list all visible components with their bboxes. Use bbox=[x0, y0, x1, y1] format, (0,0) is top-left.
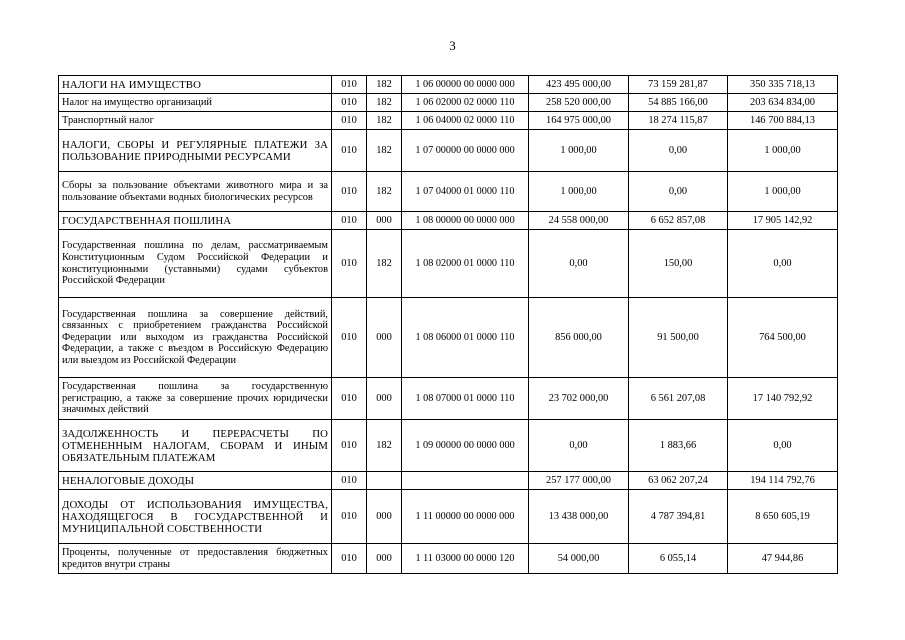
row-name: Налог на имущество организаций bbox=[59, 94, 332, 112]
row-name: ГОСУДАРСТВЕННАЯ ПОШЛИНА bbox=[59, 212, 332, 230]
row-plan-amount: 1 000,00 bbox=[529, 130, 629, 172]
row-classifier-code: 1 08 07000 01 0000 110 bbox=[402, 378, 529, 420]
row-classifier-code bbox=[402, 472, 529, 490]
row-rest-amount: 194 114 792,76 bbox=[728, 472, 838, 490]
page-number: 3 bbox=[449, 38, 456, 53]
row-rest-amount: 0,00 bbox=[728, 420, 838, 472]
table-row bbox=[59, 76, 838, 94]
row-name: НАЛОГИ НА ИМУЩЕСТВО bbox=[59, 76, 332, 94]
table-row bbox=[59, 230, 838, 298]
row-code-2: 182 bbox=[367, 130, 402, 172]
row-code-1: 010 bbox=[332, 212, 367, 230]
row-classifier-code: 1 07 04000 01 0000 110 bbox=[402, 172, 529, 212]
row-rest-amount: 1 000,00 bbox=[728, 172, 838, 212]
row-plan-amount: 23 702 000,00 bbox=[529, 378, 629, 420]
row-name: НЕНАЛОГОВЫЕ ДОХОДЫ bbox=[59, 472, 332, 490]
table-row bbox=[59, 112, 838, 130]
table-row bbox=[59, 130, 838, 172]
row-fact-amount: 73 159 281,87 bbox=[629, 76, 728, 94]
row-fact-amount: 6 561 207,08 bbox=[629, 378, 728, 420]
row-rest-amount: 17 905 142,92 bbox=[728, 212, 838, 230]
table-row bbox=[59, 212, 838, 230]
row-code-1: 010 bbox=[332, 172, 367, 212]
table-row bbox=[59, 94, 838, 112]
row-name: НАЛОГИ, СБОРЫ И РЕГУЛЯРНЫЕ ПЛАТЕЖИ ЗА ПОЛЬЗОВАНИЕ ПРИРОДНЫМИ РЕСУРСАМИ bbox=[59, 130, 332, 172]
row-code-1: 010 bbox=[332, 76, 367, 94]
row-fact-amount: 54 885 166,00 bbox=[629, 94, 728, 112]
row-rest-amount: 8 650 605,19 bbox=[728, 490, 838, 544]
row-fact-amount: 1 883,66 bbox=[629, 420, 728, 472]
table-row bbox=[59, 544, 838, 574]
row-code-2: 000 bbox=[367, 212, 402, 230]
row-code-1: 010 bbox=[332, 112, 367, 130]
row-code-2: 182 bbox=[367, 172, 402, 212]
row-classifier-code: 1 11 00000 00 0000 000 bbox=[402, 490, 529, 544]
table-row bbox=[59, 490, 838, 544]
row-code-2: 182 bbox=[367, 420, 402, 472]
row-code-2: 000 bbox=[367, 490, 402, 544]
row-code-2: 000 bbox=[367, 378, 402, 420]
row-code-2 bbox=[367, 472, 402, 490]
row-name: Государственная пошлина за государственную регистрацию, а также за совершение прочих юридически значимых действий bbox=[59, 378, 332, 420]
row-code-1: 010 bbox=[332, 420, 367, 472]
row-code-1: 010 bbox=[332, 378, 367, 420]
row-rest-amount: 764 500,00 bbox=[728, 298, 838, 378]
table-row bbox=[59, 378, 838, 420]
row-code-1: 010 bbox=[332, 94, 367, 112]
row-plan-amount: 423 495 000,00 bbox=[529, 76, 629, 94]
row-fact-amount: 91 500,00 bbox=[629, 298, 728, 378]
row-code-1: 010 bbox=[332, 230, 367, 298]
row-fact-amount: 4 787 394,81 bbox=[629, 490, 728, 544]
row-classifier-code: 1 08 00000 00 0000 000 bbox=[402, 212, 529, 230]
row-rest-amount: 203 634 834,00 bbox=[728, 94, 838, 112]
table-row bbox=[59, 472, 838, 490]
row-rest-amount: 17 140 792,92 bbox=[728, 378, 838, 420]
row-classifier-code: 1 07 00000 00 0000 000 bbox=[402, 130, 529, 172]
revenue-table bbox=[58, 75, 838, 574]
row-code-1: 010 bbox=[332, 298, 367, 378]
row-name: ДОХОДЫ ОТ ИСПОЛЬЗОВАНИЯ ИМУЩЕСТВА, НАХОДЯЩЕГОСЯ В ГОСУДАРСТВЕННОЙ И МУНИЦИПАЛЬНОЙ СОБСТВЕННОСТИ bbox=[59, 490, 332, 544]
row-fact-amount: 63 062 207,24 bbox=[629, 472, 728, 490]
row-plan-amount: 258 520 000,00 bbox=[529, 94, 629, 112]
row-classifier-code: 1 06 00000 00 0000 000 bbox=[402, 76, 529, 94]
row-rest-amount: 0,00 bbox=[728, 230, 838, 298]
row-fact-amount: 0,00 bbox=[629, 172, 728, 212]
row-code-2: 000 bbox=[367, 298, 402, 378]
row-code-2: 182 bbox=[367, 94, 402, 112]
row-code-2: 000 bbox=[367, 544, 402, 574]
row-fact-amount: 6 652 857,08 bbox=[629, 212, 728, 230]
row-fact-amount: 18 274 115,87 bbox=[629, 112, 728, 130]
row-code-1: 010 bbox=[332, 490, 367, 544]
row-code-1: 010 bbox=[332, 544, 367, 574]
row-plan-amount: 1 000,00 bbox=[529, 172, 629, 212]
row-rest-amount: 350 335 718,13 bbox=[728, 76, 838, 94]
row-rest-amount: 146 700 884,13 bbox=[728, 112, 838, 130]
row-classifier-code: 1 06 02000 02 0000 110 bbox=[402, 94, 529, 112]
row-plan-amount: 257 177 000,00 bbox=[529, 472, 629, 490]
row-fact-amount: 6 055,14 bbox=[629, 544, 728, 574]
row-name: Государственная пошлина за совершение действий, связанных с приобретением гражданства Российской Федерации или выходом из гражданства Российской Федерации, а также с въездом в Российскую Федерацию или выездом из Российской Федерации bbox=[59, 298, 332, 378]
row-plan-amount: 13 438 000,00 bbox=[529, 490, 629, 544]
table-row bbox=[59, 172, 838, 212]
row-plan-amount: 0,00 bbox=[529, 230, 629, 298]
row-plan-amount: 54 000,00 bbox=[529, 544, 629, 574]
row-code-1: 010 bbox=[332, 472, 367, 490]
row-name: Государственная пошлина по делам, рассматриваемым Конституционным Судом Российской Федерации и конституционными (уставными) судами субъектов Российской Федерации bbox=[59, 230, 332, 298]
row-code-2: 182 bbox=[367, 76, 402, 94]
row-classifier-code: 1 06 04000 02 0000 110 bbox=[402, 112, 529, 130]
row-rest-amount: 47 944,86 bbox=[728, 544, 838, 574]
row-plan-amount: 164 975 000,00 bbox=[529, 112, 629, 130]
table-row bbox=[59, 420, 838, 472]
row-plan-amount: 24 558 000,00 bbox=[529, 212, 629, 230]
row-name: Сборы за пользование объектами животного мира и за пользование объектами водных биологических ресурсов bbox=[59, 172, 332, 212]
row-name: Транспортный налог bbox=[59, 112, 332, 130]
row-name: ЗАДОЛЖЕННОСТЬ И ПЕРЕРАСЧЕТЫ ПО ОТМЕНЕННЫМ НАЛОГАМ, СБОРАМ И ИНЫМ ОБЯЗАТЕЛЬНЫМ ПЛАТЕЖАМ bbox=[59, 420, 332, 472]
row-classifier-code: 1 08 06000 01 0000 110 bbox=[402, 298, 529, 378]
row-rest-amount: 1 000,00 bbox=[728, 130, 838, 172]
row-fact-amount: 150,00 bbox=[629, 230, 728, 298]
row-classifier-code: 1 11 03000 00 0000 120 bbox=[402, 544, 529, 574]
row-code-2: 182 bbox=[367, 112, 402, 130]
row-classifier-code: 1 09 00000 00 0000 000 bbox=[402, 420, 529, 472]
table-row bbox=[59, 298, 838, 378]
row-plan-amount: 0,00 bbox=[529, 420, 629, 472]
row-plan-amount: 856 000,00 bbox=[529, 298, 629, 378]
row-code-1: 010 bbox=[332, 130, 367, 172]
row-fact-amount: 0,00 bbox=[629, 130, 728, 172]
row-code-2: 182 bbox=[367, 230, 402, 298]
row-classifier-code: 1 08 02000 01 0000 110 bbox=[402, 230, 529, 298]
row-name: Проценты, полученные от предоставления бюджетных кредитов внутри страны bbox=[59, 544, 332, 574]
